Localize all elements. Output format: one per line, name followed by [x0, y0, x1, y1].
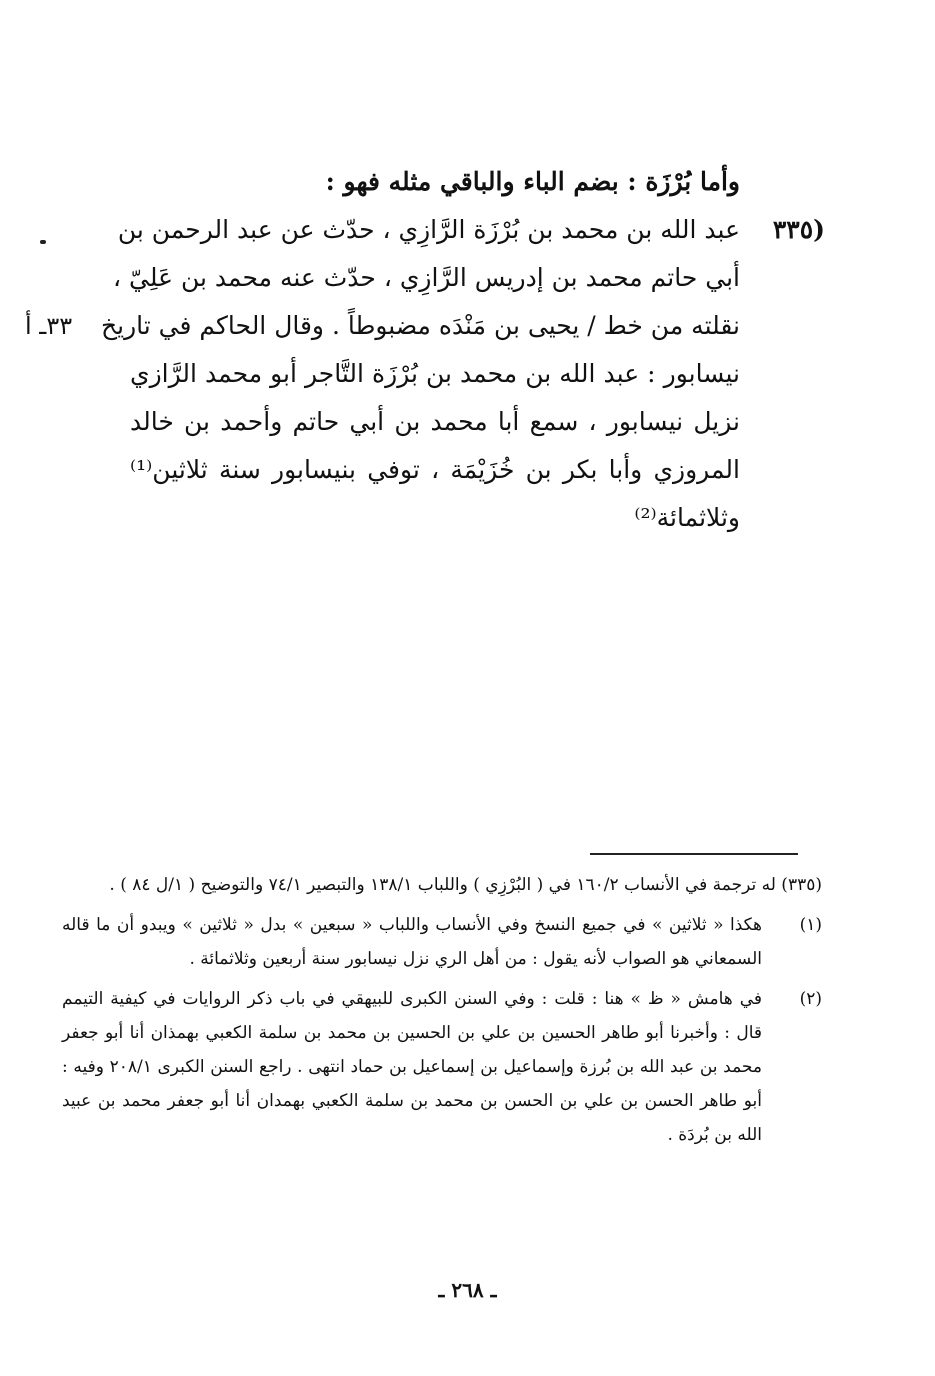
text-line [120, 446, 825, 494]
text-line [120, 350, 825, 398]
margin-dot-mark [40, 240, 46, 244]
line-text: نيسابور : عبد الله بن محمد بن بُرْزَة التَّاجر أبو محمد الرَّازي [130, 359, 740, 388]
main-text [25, 158, 825, 542]
entry-number: (٣٣٥ [772, 215, 825, 244]
line-text: وثلاثمائة⁽²⁾ [634, 503, 740, 532]
text-line [120, 398, 825, 446]
text-line [117, 206, 825, 254]
line-text: المروزي وأبا بكر بن خُزَيْمَة ، توفي بنيسابور سنة ثلاثين⁽¹⁾ [130, 455, 740, 484]
footnote-separator [590, 853, 798, 855]
footnote [62, 908, 822, 976]
footnote-number: (١) [799, 915, 822, 935]
footnote-number: (٢) [799, 989, 822, 1009]
line-text: أبي حاتم محمد بن إدريس الرَّازِي ، حدّث عنه محمد بن عَلِيّ ، [112, 263, 740, 292]
footnotes [62, 868, 822, 1158]
text-line [112, 254, 825, 302]
text-line [25, 302, 825, 350]
section-heading: وأما بُرْزَة : بضم الباء والباقي مثله فهو : [325, 167, 740, 196]
line-text: نقلته من خط / يحيى بن مَنْدَه مضبوطاً . وقال الحاكم في تاريخ [100, 311, 740, 340]
page-number: ـ ٢٦٨ ـ [438, 1278, 497, 1302]
footnote-text: (٣٣٥) له ترجمة في الأنساب ١٦٠/٢ في ( البُرْزِي ) واللباب ١٣٨/١ والتبصير ٧٤/١ والتوضيح ( ١/ل ٨٤ ) . [109, 875, 822, 895]
footnote [62, 982, 822, 1152]
line-text: نزيل نيسابور ، سمع أبا محمد بن أبي حاتم وأحمد بن خالد [130, 407, 740, 436]
line-text: عبد الله بن محمد بن بُرْزَة الرَّازِي ، حدّث عن عبد الرحمن بن [117, 215, 740, 244]
footnote-text: في هامش « ظ » هنا : قلت : وفي السنن الكبرى للبيهقي في باب ذكر الروايات في كيفية التيمم قال : وأخبرنا أبو طاهر الحسين بن علي بن الحسين بن محمد بن سلمة الكعبي بهمذان أنا أبو جعفر محمد بن عبد الله بن بُرزة وإسماعيل بن إسماعيل بن حماد انتهى . راجع السنن الكبرى ٢٠٨/١ وفيه : أبو طاهر الحسن بن علي بن الحسن بن محمد بن سلمة الكعبي بهمدان أنا أبو جعفر محمد بن عبيد الله بن بُردَة . [62, 989, 762, 1145]
manuscript-folio-marker: ٣٣ـ أ [25, 312, 73, 340]
footnote-text: هكذا « ثلاثين » في جميع النسخ وفي الأنساب واللباب « سبعين » بدل « ثلاثين » ويبدو أن ما قاله السمعاني هو الصواب لأنه يقول : من أهل الري نزل نيسابور سنة أربعين وثلاثمائة . [62, 915, 762, 969]
text-line [120, 494, 825, 542]
footnote-entry [62, 868, 822, 902]
